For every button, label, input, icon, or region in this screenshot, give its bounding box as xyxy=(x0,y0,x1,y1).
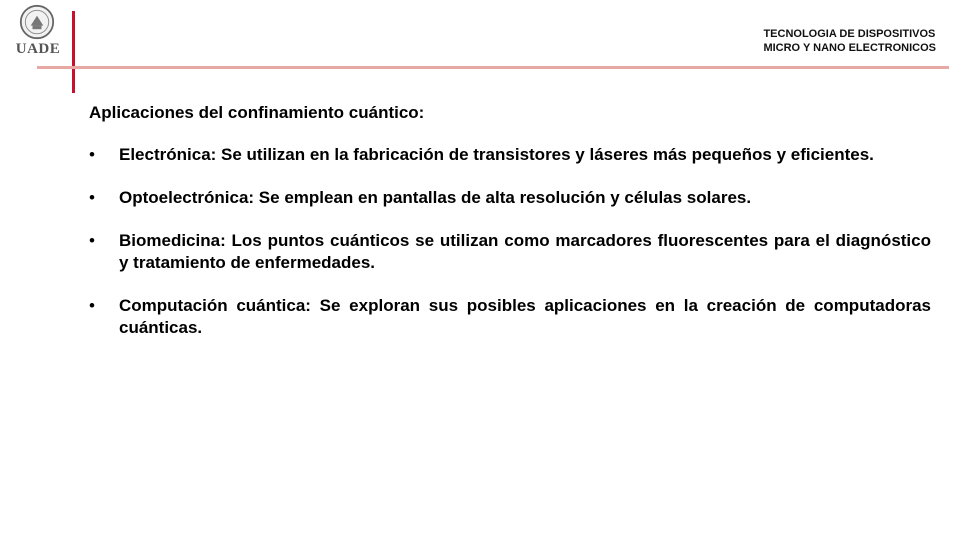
uade-seal-icon xyxy=(19,4,55,40)
uade-logo xyxy=(10,4,66,56)
bullet-item-computacion-cuantica xyxy=(89,295,931,339)
bullet-icon: • xyxy=(89,296,95,315)
course-title-line-1: TECNOLOGIA DE DISPOSITIVOS xyxy=(763,28,936,40)
bullet-item-electronica xyxy=(89,144,931,166)
course-title-line-2: MICRO Y NANO ELECTRONICOS xyxy=(763,42,936,54)
bullet-item-biomedicina xyxy=(89,230,931,274)
bullet-icon: • xyxy=(89,188,95,207)
bullet-list xyxy=(89,144,931,339)
slide-content xyxy=(89,103,931,360)
header-vertical-divider xyxy=(72,11,75,93)
bullet-icon: • xyxy=(89,231,95,250)
logo-text: UADE xyxy=(15,41,61,57)
bullet-text: Biomedicina: Los puntos cuánticos se utilizan como marcadores fluorescentes para el diagnóstico y tratamiento de enfermedades. xyxy=(119,231,931,272)
bullet-text: Electrónica: Se utilizan en la fabricación de transistores y láseres más pequeños y eficientes. xyxy=(119,145,874,164)
course-title xyxy=(763,27,936,55)
bullet-icon: • xyxy=(89,145,95,164)
bullet-text: Computación cuántica: Se exploran sus posibles aplicaciones en la creación de computadoras cuánticas. xyxy=(119,296,931,337)
header-horizontal-divider xyxy=(37,66,949,69)
bullet-text: Optoelectrónica: Se emplean en pantallas de alta resolución y células solares. xyxy=(119,188,752,207)
bullet-item-optoelectronica xyxy=(89,187,931,209)
slide-heading: Aplicaciones del confinamiento cuántico: xyxy=(89,103,425,122)
